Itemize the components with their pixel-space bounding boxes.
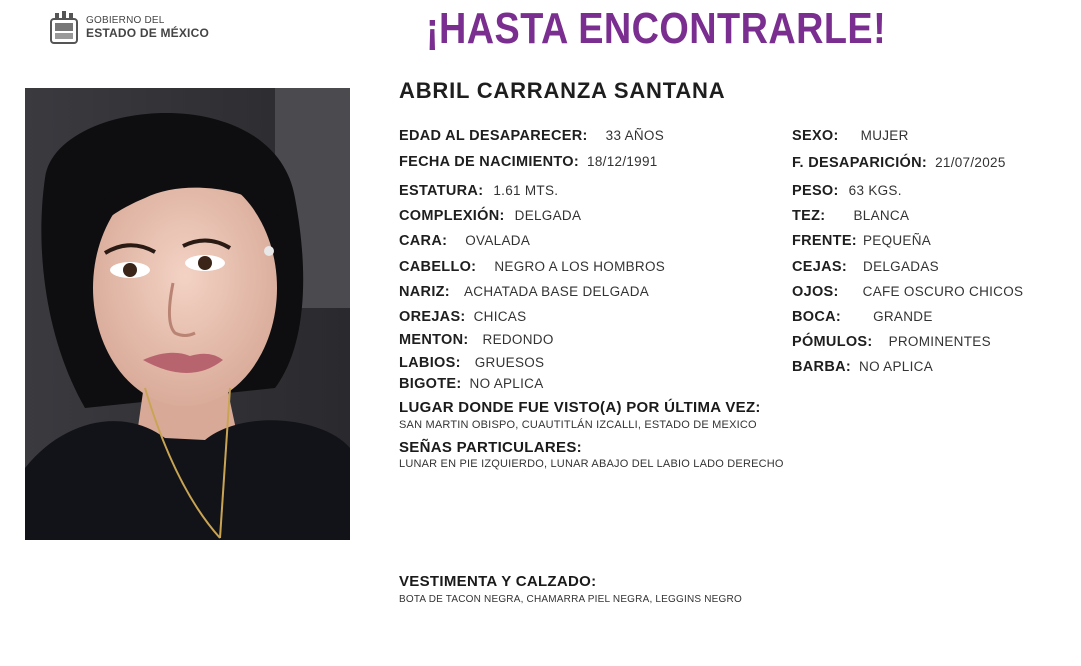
field-value: BLANCA (853, 208, 910, 223)
field-peso (792, 183, 902, 199)
field-label: SEXO: (792, 128, 839, 144)
field-label: LABIOS: (399, 355, 461, 371)
field-value: GRUESOS (474, 355, 545, 370)
state-crest-icon (48, 10, 80, 46)
field-value: 1.61 MTS. (493, 183, 559, 198)
field-value: CAFE OSCURO CHICOS (862, 284, 1024, 299)
field-label: EDAD AL DESAPARECER: (399, 128, 588, 144)
last-seen-title: LUGAR DONDE FUE VISTO(A) POR ÚLTIMA VEZ: (399, 399, 761, 416)
field-boca (792, 309, 933, 325)
field-value: 21/07/2025 (935, 155, 1006, 170)
field-value: 33 AÑOS (605, 128, 665, 143)
field-fecha-nacimiento (399, 154, 658, 170)
field-menton (399, 332, 554, 348)
field-label: BIGOTE: (399, 376, 462, 392)
field-label: CEJAS: (792, 259, 847, 275)
field-value: DELGADAS (863, 259, 939, 274)
headline: ¡HASTA ENCONTRARLE! (426, 4, 887, 53)
logo-line-1: GOBIERNO DEL (86, 15, 165, 27)
clothing-text: BOTA DE TACON NEGRA, CHAMARRA PIEL NEGRA, LEGGINS NEGRO (399, 594, 742, 605)
field-value: 63 KGS. (848, 183, 902, 198)
field-label: TEZ: (792, 208, 826, 224)
field-frente (792, 233, 931, 249)
field-tez (792, 208, 909, 224)
field-value: GRANDE (873, 309, 933, 324)
field-value: NO APLICA (859, 359, 934, 374)
field-estatura (399, 183, 558, 199)
person-name: ABRIL CARRANZA SANTANA (399, 78, 726, 103)
field-label: BARBA: (792, 359, 851, 375)
field-label: COMPLEXIÓN: (399, 208, 505, 224)
field-label: BOCA: (792, 309, 842, 325)
field-cabello (399, 259, 665, 275)
field-complexion (399, 208, 581, 224)
field-orejas (399, 309, 526, 325)
field-cejas (792, 259, 939, 275)
clothing-title: VESTIMENTA Y CALZADO: (399, 573, 597, 590)
field-label: FRENTE: (792, 233, 857, 249)
field-sexo (792, 128, 909, 144)
field-value: REDONDO (482, 332, 554, 347)
field-bigote (399, 376, 544, 392)
field-label: OREJAS: (399, 309, 466, 325)
person-photo (25, 88, 350, 540)
field-value: ACHATADA BASE DELGADA (463, 284, 650, 299)
field-fecha-desaparicion (792, 155, 1006, 171)
field-label: PESO: (792, 183, 839, 199)
field-value: NO APLICA (469, 376, 544, 391)
field-barba (792, 359, 933, 375)
field-value: MUJER (860, 128, 909, 143)
field-value: OVALADA (465, 233, 531, 248)
field-label: ESTATURA: (399, 183, 484, 199)
field-value: 18/12/1991 (587, 154, 658, 169)
field-label: NARIZ: (399, 284, 450, 300)
field-pomulos (792, 334, 991, 350)
field-value: PROMINENTES (888, 334, 991, 349)
field-label: OJOS: (792, 284, 839, 300)
field-nariz (399, 284, 649, 300)
last-seen-text: SAN MARTIN OBISPO, CUAUTITLÁN IZCALLI, ESTADO DE MEXICO (399, 419, 757, 431)
field-value: CHICAS (473, 309, 527, 324)
field-cara (399, 233, 530, 249)
field-ojos (792, 284, 1023, 300)
field-label: MENTON: (399, 332, 469, 348)
field-label: FECHA DE NACIMIENTO: (399, 154, 579, 170)
field-value: PEQUEÑA (862, 233, 932, 248)
marks-text: LUNAR EN PIE IZQUIERDO, LUNAR ABAJO DEL LABIO LADO DERECHO (399, 458, 784, 470)
field-label: PÓMULOS: (792, 334, 873, 350)
logo-line-2: ESTADO DE MÉXICO (86, 25, 209, 40)
field-value: NEGRO A LOS HOMBROS (494, 259, 666, 274)
field-label: CABELLO: (399, 259, 477, 275)
field-labios (399, 355, 544, 371)
field-edad (399, 128, 664, 144)
field-value: DELGADA (514, 208, 582, 223)
state-logo (48, 10, 209, 46)
marks-title: SEÑAS PARTICULARES: (399, 439, 582, 456)
field-label: CARA: (399, 233, 448, 249)
field-label: F. DESAPARICIÓN: (792, 155, 928, 171)
